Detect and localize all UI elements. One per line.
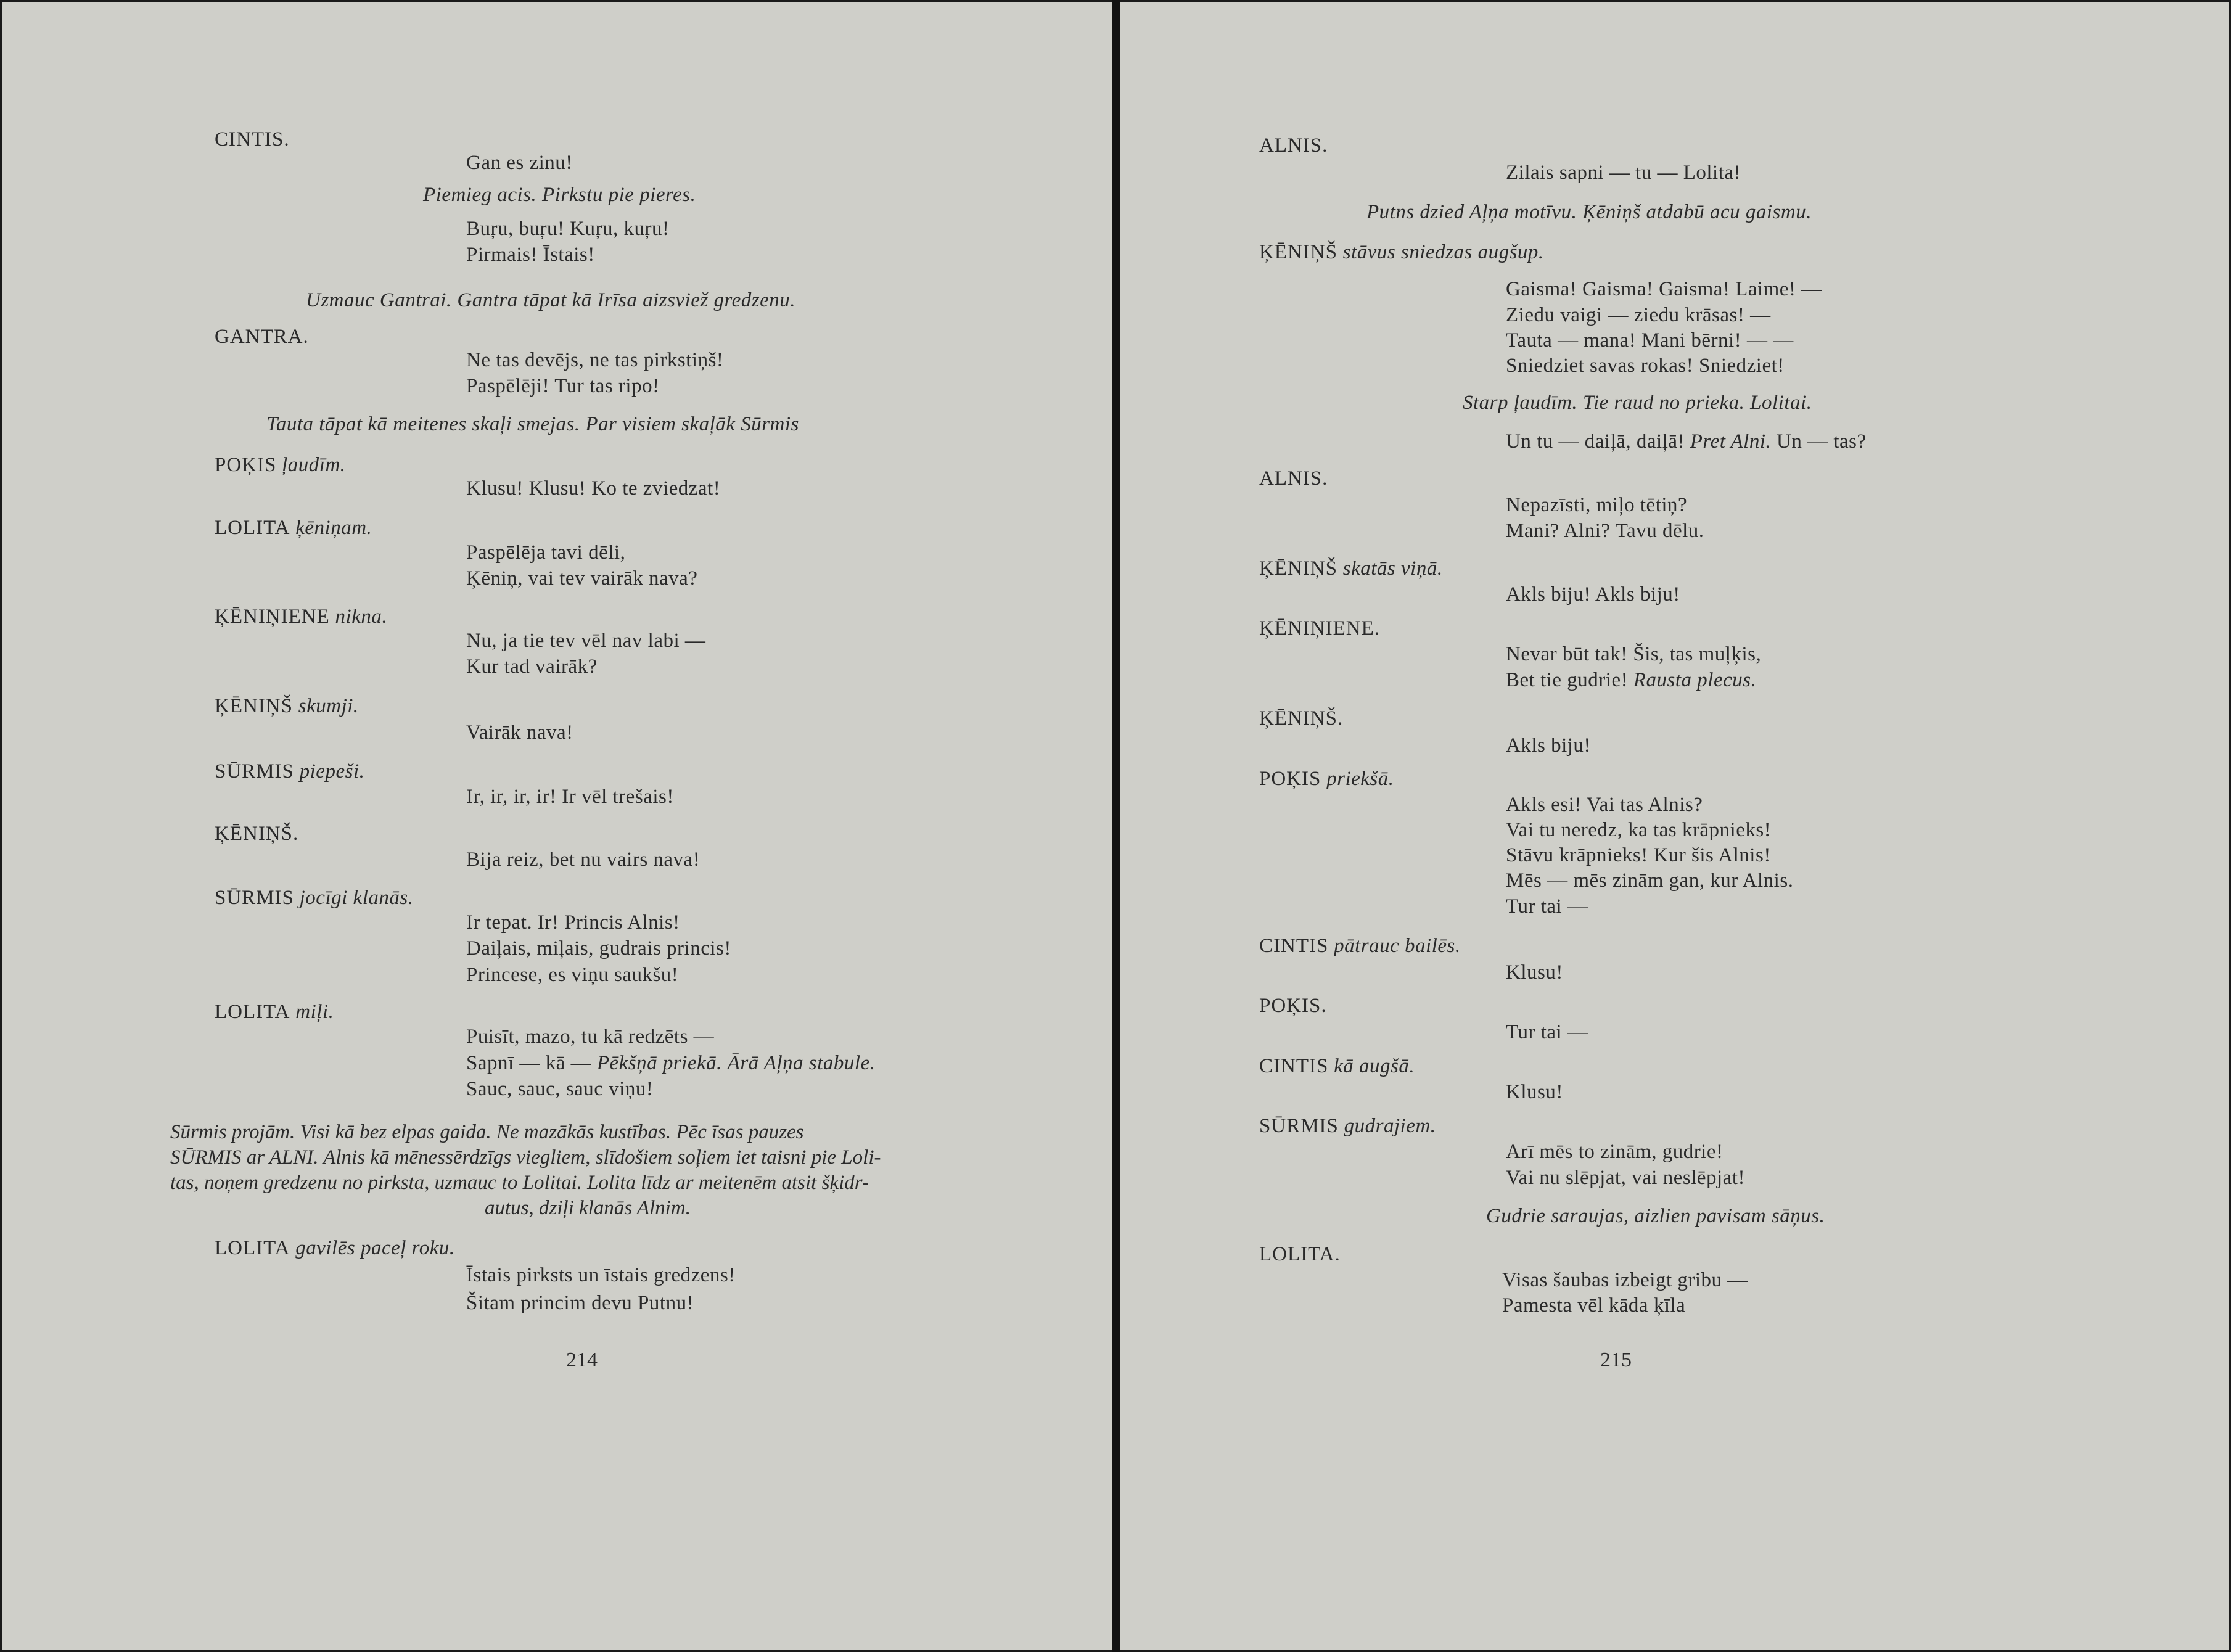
verse-line: Kur tad vairāk?	[466, 655, 598, 678]
verse-line: Ķēniņ, vai tev vairāk nava?	[466, 567, 698, 590]
stage-direction: gavilēs paceļ roku.	[295, 1237, 455, 1259]
verse-line: Buŗu, buŗu! Kuŗu, kuŗu!	[466, 218, 670, 240]
verse-line: Stāvu krāpnieks! Kur šis Alnis!	[1506, 844, 1771, 866]
speaker-name: ĶĒNIŅIENE	[215, 606, 330, 628]
speaker-name: LOLITA	[215, 517, 290, 539]
speaker-line	[1259, 1114, 1436, 1139]
verse-line: Nu, ja tie tev vēl nav labi —	[466, 630, 706, 652]
verse-line: Akls esi! Vai tas Alnis?	[1506, 794, 1703, 816]
speaker-name: CINTIS	[1259, 935, 1329, 957]
stage-direction: kā augšā.	[1334, 1055, 1415, 1077]
verse-line: Tauta — mana! Mani bērni! — —	[1506, 329, 1794, 351]
verse-line: Paspēlēja tavi dēli,	[466, 541, 626, 564]
verse-line: Vai nu slēpjat, vai neslēpjat!	[1506, 1167, 1745, 1189]
verse-text: Un tu — daiļā, daiļā!	[1506, 430, 1685, 453]
verse-text: Sapnī — kā —	[466, 1052, 592, 1074]
verse-line: Vairāk nava!	[466, 721, 573, 744]
speaker-name: POĶIS	[215, 454, 277, 476]
verse-line: Nepazīsti, miļo tētiņ?	[1506, 494, 1688, 516]
stage-direction: jocīgi klanās.	[299, 887, 414, 909]
page-number: 215	[1600, 1349, 1632, 1371]
verse-text: Bet tie gudrie!	[1506, 669, 1629, 691]
verse-text: Un — tas?	[1777, 430, 1867, 453]
speaker-name: SŪRMIS	[215, 760, 294, 783]
verse-line: Vai tu neredz, ka tas krāpnieks!	[1506, 819, 1772, 841]
stage-direction: Pret Alni.	[1690, 430, 1772, 453]
speaker-name: SŪRMIS	[215, 887, 294, 909]
stage-direction: Starp ļaudīm. Tie raud no prieka. Lolitai.	[1463, 392, 1812, 414]
stage-direction: Putns dzied Aļņa motīvu. Ķēniņš atdabū acu gaismu.	[1366, 201, 1812, 223]
stage-direction: miļi.	[295, 1001, 334, 1023]
verse-line: Īstais pirksts un īstais gredzens!	[466, 1264, 736, 1286]
verse-line: Daiļais, miļais, gudrais princis!	[466, 937, 731, 960]
verse-line: Mēs — mēs zinām gan, kur Alnis.	[1506, 869, 1794, 892]
verse-line: Gan es zinu!	[466, 152, 573, 174]
verse-line: Ir tepat. Ir! Princis Alnis!	[466, 911, 680, 934]
stage-direction: ķēniņam.	[295, 517, 372, 539]
speaker-name: ĶĒNIŅIENE.	[1259, 617, 1381, 639]
verse-line: Tur tai —	[1506, 1021, 1588, 1043]
verse-line: Zilais sapni — tu — Lolita!	[1506, 162, 1741, 184]
verse-line: Klusu!	[1506, 961, 1563, 984]
stage-direction: Pēkšņā priekā. Ārā Aļņa stabule.	[596, 1052, 876, 1074]
paragraph-line: Sūrmis projām. Visi kā bez elpas gaida. Ne mazākās kustības. Pēc īsas pauzes	[170, 1121, 804, 1143]
verse-line: Arī mēs to zinām, gudrie!	[1506, 1141, 1724, 1163]
verse-line: Nevar būt tak! Šis, tas muļķis,	[1506, 643, 1762, 665]
verse-line: Paspēlēji! Tur tas ripo!	[466, 375, 660, 397]
speaker-name: POĶIS	[1259, 768, 1321, 790]
speaker-line	[215, 759, 364, 784]
speaker-line	[1259, 934, 1461, 959]
verse-line	[1506, 668, 1756, 693]
stage-direction: Piemieg acis. Pirkstu pie pieres.	[423, 184, 696, 206]
verse-line: Sniedziet savas rokas! Sniedziet!	[1506, 355, 1785, 377]
speaker-line	[215, 604, 387, 630]
speaker-name: ĶĒNIŅŠ	[1259, 241, 1337, 263]
stage-direction: skumji.	[298, 695, 359, 717]
verse-line: Klusu! Klusu! Ko te zviedzat!	[466, 477, 721, 499]
speaker-line	[215, 453, 346, 478]
speaker-name: ALNIS.	[1259, 134, 1328, 157]
verse-line: Šitam princim devu Putnu!	[466, 1292, 694, 1314]
speaker-name: ĶĒNIŅŠ	[1259, 557, 1337, 580]
stage-direction: pātrauc bailēs.	[1334, 935, 1461, 957]
stage-direction: Uzmauc Gantrai. Gantra tāpat kā Irīsa aizsviež gredzenu.	[306, 289, 795, 311]
speaker-name: LOLITA	[215, 1001, 290, 1023]
book-gutter	[1112, 0, 1120, 1652]
stage-direction: Rausta plecus.	[1633, 669, 1757, 691]
speaker-name: CINTIS	[1259, 1055, 1329, 1077]
speaker-line	[215, 1236, 455, 1261]
speaker-name: ĶĒNIŅŠ.	[1259, 707, 1344, 729]
page-number: 214	[566, 1349, 598, 1371]
speaker-name: ĶĒNIŅŠ.	[215, 823, 299, 845]
speaker-line	[215, 516, 372, 541]
verse-line: Akls biju!	[1506, 734, 1591, 757]
verse-line: Bija reiz, bet nu vairs nava!	[466, 849, 701, 871]
verse-line: Pamesta vēl kāda ķīla	[1502, 1294, 1686, 1317]
speaker-line	[1259, 556, 1443, 581]
verse-line: Akls biju! Akls biju!	[1506, 583, 1680, 606]
verse-line: Klusu!	[1506, 1081, 1563, 1103]
speaker-name: LOLITA	[215, 1237, 290, 1259]
paragraph-line: SŪRMIS ar ALNI. Alnis kā mēnessērdzīgs viegliem, slīdošiem soļiem iet taisni pie Loli-	[170, 1146, 881, 1169]
stage-direction: ļaudīm.	[282, 454, 346, 476]
stage-direction: Gudrie saraujas, aizlien pavisam sāņus.	[1486, 1205, 1825, 1227]
stage-direction: stāvus sniedzas augšup.	[1342, 241, 1544, 263]
verse-line: Pirmais! Īstais!	[466, 244, 595, 266]
paragraph-line: tas, noņem gredzenu no pirksta, uzmauc to Lolitai. Lolita līdz ar meitenēm atsit šķidr-	[170, 1172, 869, 1194]
verse-line	[1506, 429, 1867, 454]
stage-direction: priekšā.	[1326, 768, 1394, 790]
speaker-line	[1259, 766, 1394, 792]
paragraph-line: autus, dziļi klanās Alnim.	[485, 1197, 691, 1219]
speaker-line	[215, 1000, 334, 1025]
stage-direction: Tauta tāpat kā meitenes skaļi smejas. Par visiem skaļāk Sūrmis	[266, 413, 799, 435]
stage-direction: skatās viņā.	[1342, 557, 1443, 580]
speaker-name: GANTRA.	[215, 326, 309, 348]
speaker-name: ĶĒNIŅŠ	[215, 695, 293, 717]
left-page	[2, 2, 1112, 1650]
verse-line: Puisīt, mazo, tu kā redzēts —	[466, 1025, 715, 1048]
stage-direction: piepeši.	[299, 760, 365, 783]
verse-line: Sauc, sauc, sauc viņu!	[466, 1078, 654, 1100]
speaker-name: ALNIS.	[1259, 467, 1328, 490]
verse-line: Tur tai —	[1506, 895, 1588, 918]
speaker-name: POĶIS.	[1259, 995, 1327, 1017]
verse-line: Ziedu vaigi — ziedu krāsas! —	[1506, 304, 1771, 326]
speaker-name: CINTIS.	[215, 128, 290, 150]
verse-line: Ne tas devējs, ne tas pirkstiņš!	[466, 349, 724, 371]
verse-line: Princese, es viņu saukšu!	[466, 964, 679, 986]
verse-line: Gaisma! Gaisma! Gaisma! Laime! —	[1506, 278, 1822, 300]
stage-direction: gudrajiem.	[1344, 1115, 1436, 1137]
verse-line: Mani? Alni? Tavu dēlu.	[1506, 520, 1704, 542]
speaker-line	[215, 694, 359, 719]
verse-line: Visas šaubas izbeigt gribu —	[1502, 1269, 1748, 1291]
speaker-line	[215, 886, 413, 911]
speaker-line	[1259, 240, 1544, 265]
speaker-line	[1259, 1054, 1415, 1079]
verse-line: Ir, ir, ir, ir! Ir vēl trešais!	[466, 786, 674, 808]
stage-direction: nikna.	[335, 606, 388, 628]
right-page	[1120, 2, 2229, 1650]
speaker-name: SŪRMIS	[1259, 1115, 1339, 1137]
stage-direction-paragraph	[170, 1120, 1004, 1221]
speaker-name: LOLITA.	[1259, 1243, 1341, 1265]
verse-line	[466, 1051, 875, 1076]
